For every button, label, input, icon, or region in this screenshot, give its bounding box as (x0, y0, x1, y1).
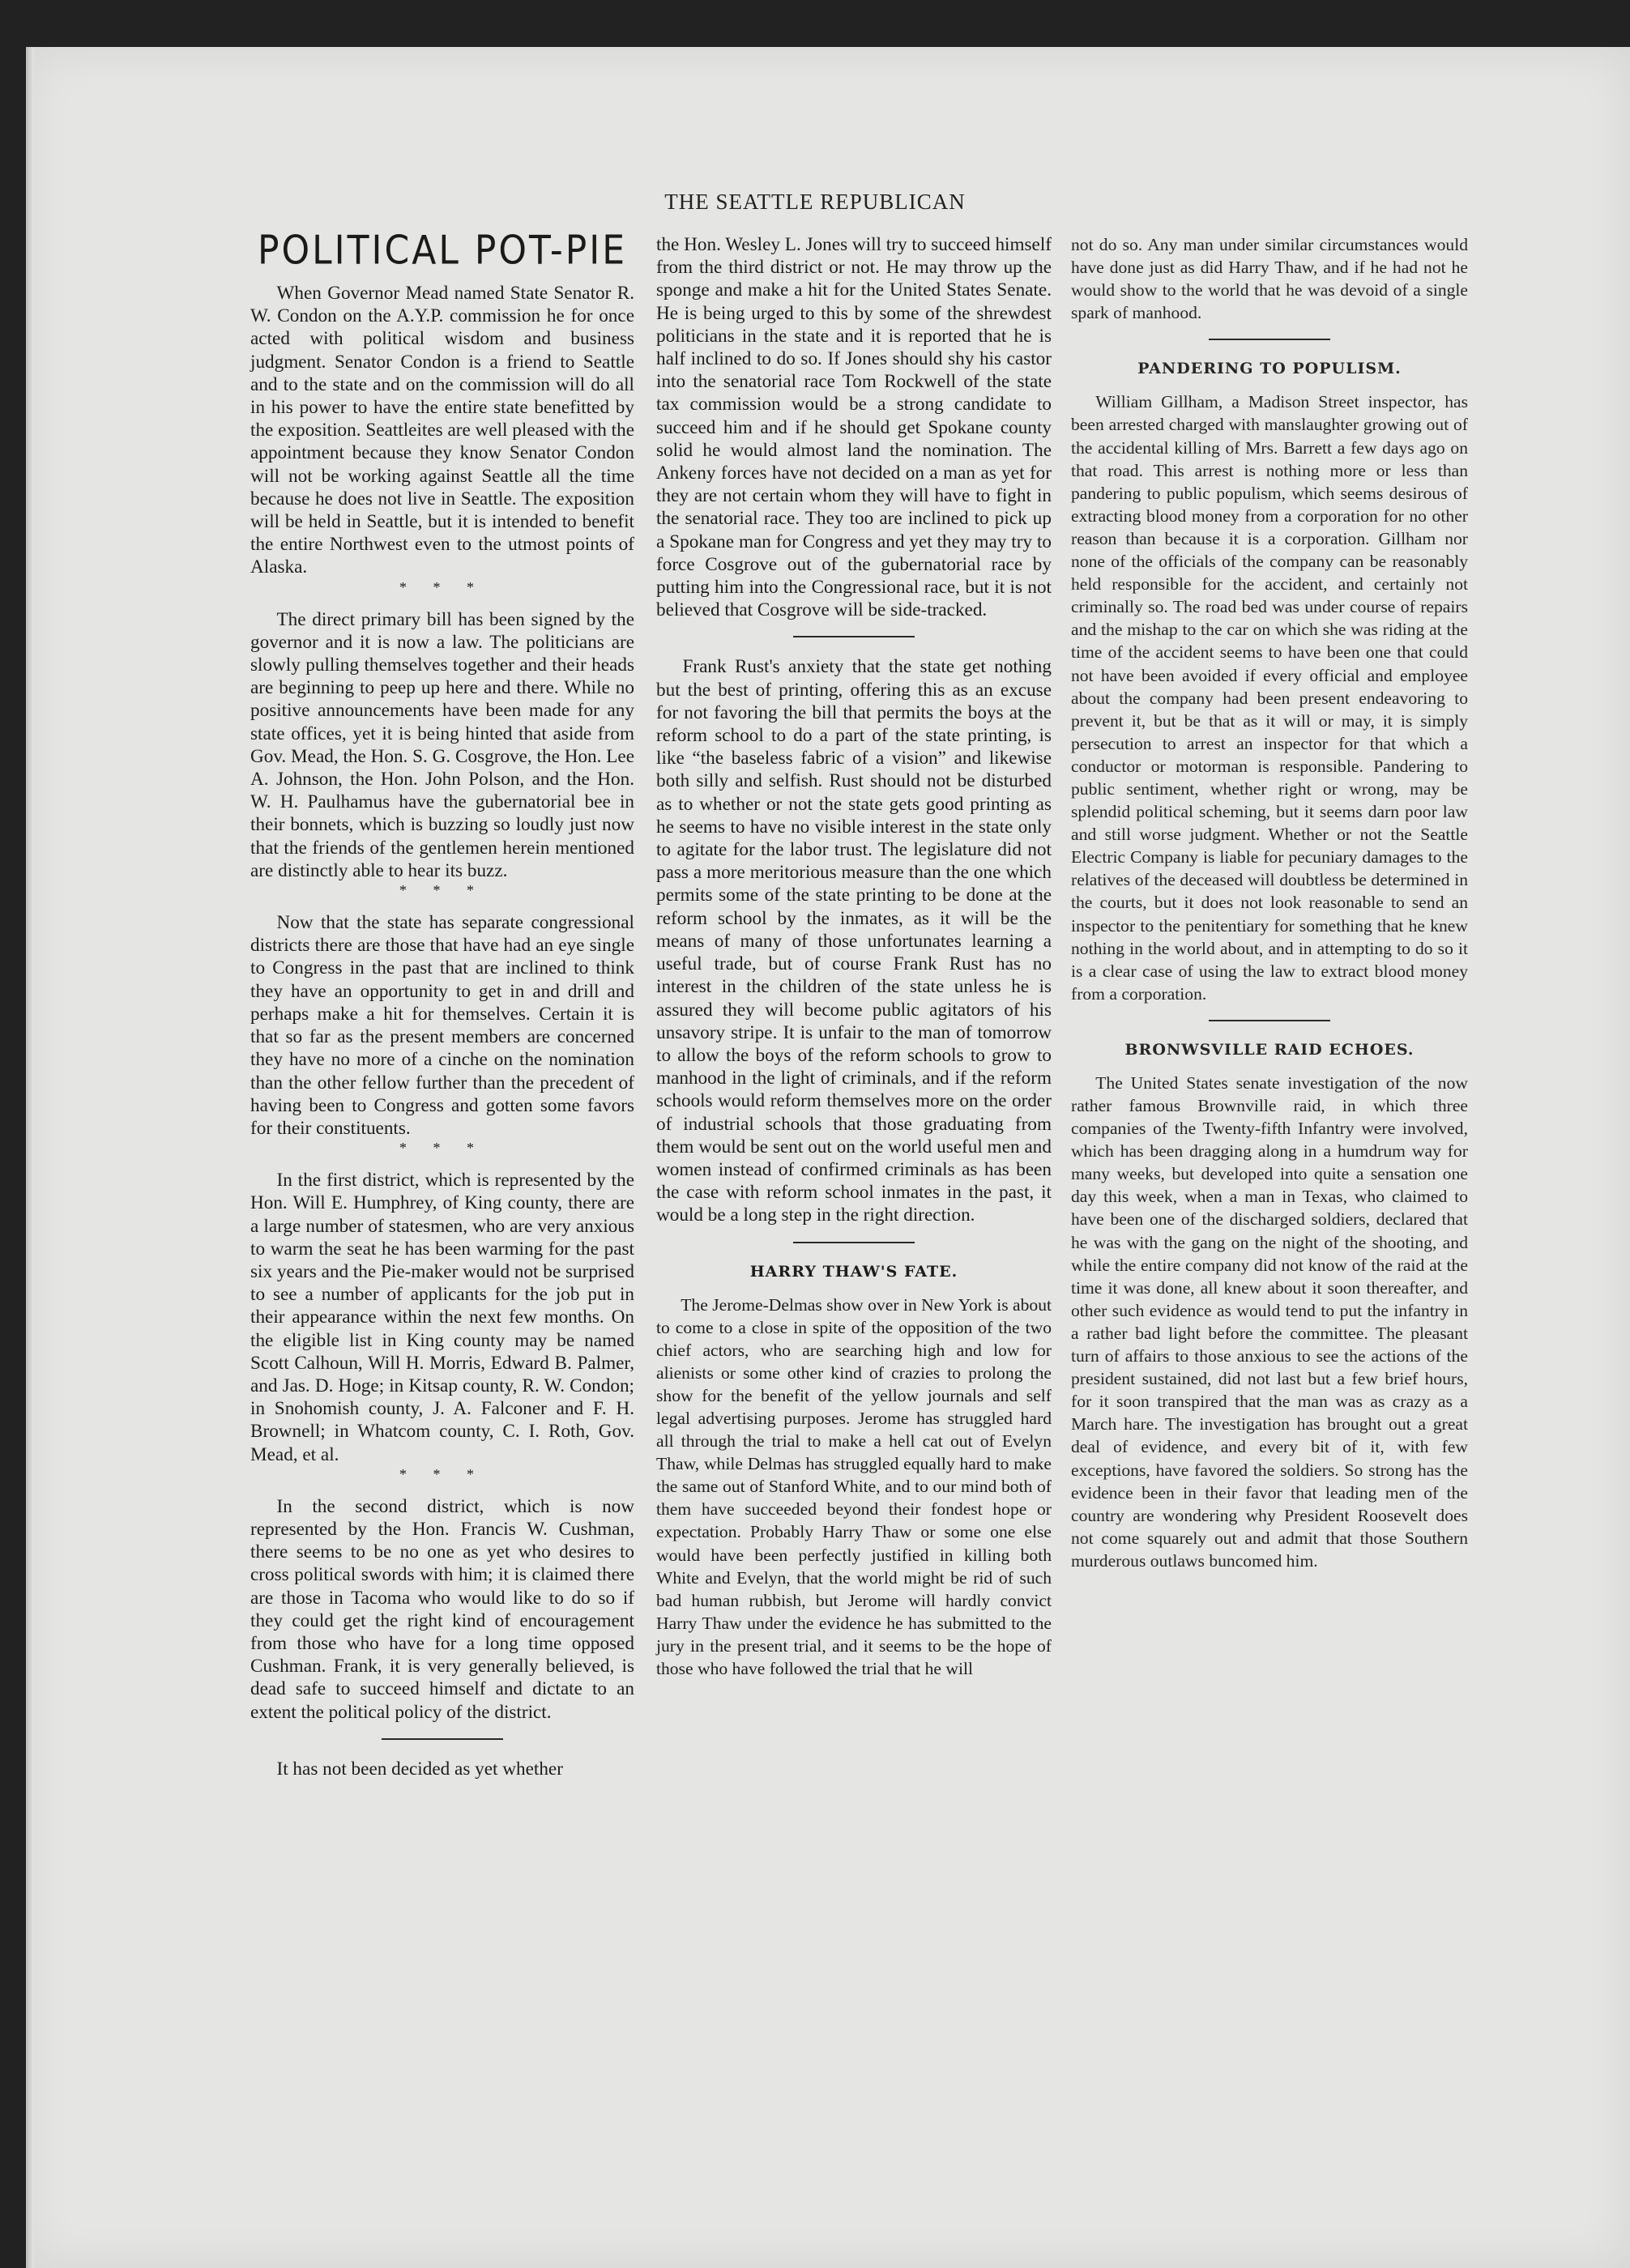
section-divider-stars: * * * (399, 578, 485, 595)
column-1 (250, 227, 634, 1780)
paragraph: Now that the state has separate congressional districts there are those that have had an eye single to Congress in the past that are inclined to think they have an opportunity to get in and drill and perhaps make a hit for themselves. Certain it is that so far as the present members are concerned they have no more of a cinche on the nomination than the other fellow further than the precedent of having been to Congress and gotten some favors for their constituents. (250, 912, 634, 1139)
section-divider-rule (1209, 1020, 1330, 1021)
paragraph: not do so. Any man under similar circumstances would have done just as did Harry Thaw, and if he had not he would show to the world that he was devoid of a single spark of manhood. (1071, 235, 1468, 323)
paragraph: Frank Rust's anxiety that the state get nothing but the best of printing, offering this as an excuse for not favoring the bill that permits the boys at the reform school to do a part of the state printing, is like “the baseless fabric of a vision” and likewise both silly and selfish. Rust should not be disturbed as to whether or not the state gets good printing as he seems to have no visible interest in the state only to agitate for the labor trust. The legislature did not pass a more meritorious measure than the one which permits some of the state printing to be done at the reform school by the inmates, as it will be the means of many of those unfortunates learning a useful trade, but of course Frank Rust has no interest in the children of the state unless he is assured they will become public agitators of his unsavory stripe. It is unfair to the man of tomorrow to allow the boys of the reform schools to grow to manhood in the light of criminals, and if the reform schools would reform themselves more on the order of industrial schools that those graduating from them would be sent out on the world useful men and women instead of confirmed criminals as has been the case with reform school inmates in the past, it would be a long step in the right direction. (656, 656, 1052, 1226)
article-heading: BRONWSVILLE RAID ECHOES. (1124, 1040, 1415, 1059)
section-divider-stars: * * * (399, 1140, 485, 1157)
paragraph: The direct primary bill has been signed by the governor and it is now a law. The politicians are slowly pulling themselves together and their heads are beginning to peep up here and there. While no positive announcements have been made for any state offices, yet it is being hinted that aside from Gov. Mead, the Hon. S. G. Cosgrove, the Hon. Lee A. Johnson, the Hon. John Polson, and the Hon. W. H. Paulhamus have the gubernatorial bee in their bonnets, which is buzzing so loudly just now that the friends of the gentlemen herein mentioned are distinctly able to hear its buzz. (250, 608, 634, 881)
running-head: THE SEATTLE REPUBLICAN (664, 190, 966, 214)
column-3 (1071, 233, 1468, 1572)
column-2 (656, 233, 1052, 1680)
paragraph: When Governor Mead named State Senator R. W. Condon on the A.Y.P. commission he for once acted with political wisdom and business judgment. Senator Condon is a friend to Seattle and to the state and on the commission will do all in his power to have the entire state benefitted by the exposition. Seattleites are well pleased with the appointment because they know Senator Condon will not be working against Seattle all the time because he does not live in Seattle. The exposition will be held in Seattle, but it is intended to benefit the entire Northwest even to the utmost points of Alaska. (250, 283, 634, 578)
paragraph: It has not been decided as yet whether (276, 1758, 563, 1780)
paragraph: In the first district, which is represented by the Hon. Will E. Humphrey, of King county, there are a large number of statesmen, who are very anxious to warm the seat he has been warming for the past six years and the Pie-maker would not be surprised to see a number of applicants for the job put in their appearance within the next few months. On the eligible list in King county may be named Scott Calhoun, Will H. Morris, Edward B. Palmer, and Jas. D. Hoge; in Kitsap county, R. W. Condon; in Snohomish county, J. A. Falconer and F. H. Brownell; in Whatcom county, C. I. Roth, Gov. Mead, et al. (250, 1170, 634, 1465)
article-heading: HARRY THAW'S FATE. (749, 1262, 958, 1281)
paragraph: In the second district, which is now represented by the Hon. Francis W. Cushman, there seems to be no one as yet who desires to cross political swords with him; it is claimed there are those in Tacoma who would like to do so if they could get the right kind of encouragement from those who have for a long time opposed Cushman. Frank, it is very generally believed, is dead safe to succeed himself and dictate to an extent the political policy of the district. (250, 1495, 634, 1723)
article-heading: PANDERING TO POPULISM. (1137, 360, 1402, 378)
paragraph: the Hon. Wesley L. Jones will try to succeed himself from the third district or not. He may throw up the sponge and make a hit for the United States Senate. He is being urged to this by some of the shrewdest politicians in the state and it is reported that he is half inclined to do so. If Jones should shy his castor into the senatorial race Tom Rockwell of the state tax commission would be a strong candidate to succeed him and if he should get Spokane county solid he would almost land the nomination. The Ankeny forces have not decided on a man as yet for they are not certain whom they will have to fight in the senatorial race. They too are inclined to pick up a Spokane man for Congress and yet they may try to force Cosgrove out of the gubernatorial race by putting him into the Congressional race, but it is not believed that Cosgrove will be side-tracked. (656, 234, 1052, 621)
section-divider-rule (793, 636, 915, 637)
section-divider-stars: * * * (399, 1465, 485, 1482)
paragraph: William Gillham, a Madison Street inspector, has been arrested charged with manslaughter growing out of the accidental killing of Mrs. Barrett a few days ago on that road. This arrest is nothing more or less than pandering to public populism, which seems desirous of extracting blood money from a corporation for no other reason than because it is a corporation. Gillham nor none of the officials of the company can be reasonably held responsible for the accident, and certainly not criminally so. The road bed was under course of repairs and the mishap to the car on which she was riding at the time of the accident seems to have been one that could not have been avoided if every official and employee about the company had been present endeavoring to prevent it, but be that as it will or may, it is simply persecution to arrest an inspector for that which a conductor or motorman is responsible. Pandering to public sentiment, whether right or wrong, may be splendid political scheming, but it seems darn poor law and still worse judgment. Whether or not the Seattle Electric Company is liable for pecuniary damages to the relatives of the deceased will doubtless be determined in the courts, but it does not look reasonable to send an inspector to the penitentiary for something that he knew nothing in the world about, and in attempting to do so it is a clear case of using the law to extract blood money from a corporation. (1071, 392, 1468, 1004)
section-divider-rule (793, 1242, 915, 1243)
section-divider-rule (382, 1738, 503, 1740)
section-divider-stars: * * * (399, 882, 485, 899)
section-divider-rule (1209, 339, 1330, 340)
paragraph: The Jerome-Delmas show over in New York is about to come to a close in spite of the opposition of the two chief actors, who are searching high and low for alienists or some other kind of crazies to prolong the show for the benefit of the yellow journals and self legal advertising purposes. Jerome has struggled hard all through the trial to make a hell cat out of Evelyn Thaw, while Delmas has struggled equally hard to make the same out of Stanford White, and to our mind both of them have succeeded beyond their fondest hope or expectation. Probably Harry Thaw or some one else would have been perfectly justified in killing both White and Evelyn, that the world might be rid of such bad human rubbish, but Jerome will hardly convict Harry Thaw under the evidence he has submitted to the jury in the present trial, and it seems to be the hope of those who have followed the trial that he will (656, 1294, 1052, 1679)
paragraph: The United States senate investigation of the now rather famous Brownville raid, in which three companies of the Twenty-fifth Infantry were involved, which has been dragging along in a humdrum way for many weeks, but developed into quite a sensation one day this week, when a man in Texas, who claimed to have been one of the discharged soldiers, declared that he was with the gang on the night of the shooting, and while the entire company did not know of the raid at the time it was done, all knew about it soon thereafter, and other such evidence as would tend to put the infantry in a rather bad light before the committee. The pleasant turn of affairs to those anxious to see the actions of the president sustained, did not last but a few brief hours, for it soon transpired that the man was as crazy as a March hare. The investigation has brought out a great deal of evidence, and every bit of it, with few exceptions, have favored the soldiers. So strong has the evidence been in their favor that leading men of the country are wondering why President Roosevelt does not come squarely out and admit that those Southern murderous outlaws buncomed him. (1071, 1072, 1468, 1571)
page-edge-shadow (26, 47, 34, 2268)
section-masthead: POLITICAL POT-PIE (257, 227, 628, 274)
